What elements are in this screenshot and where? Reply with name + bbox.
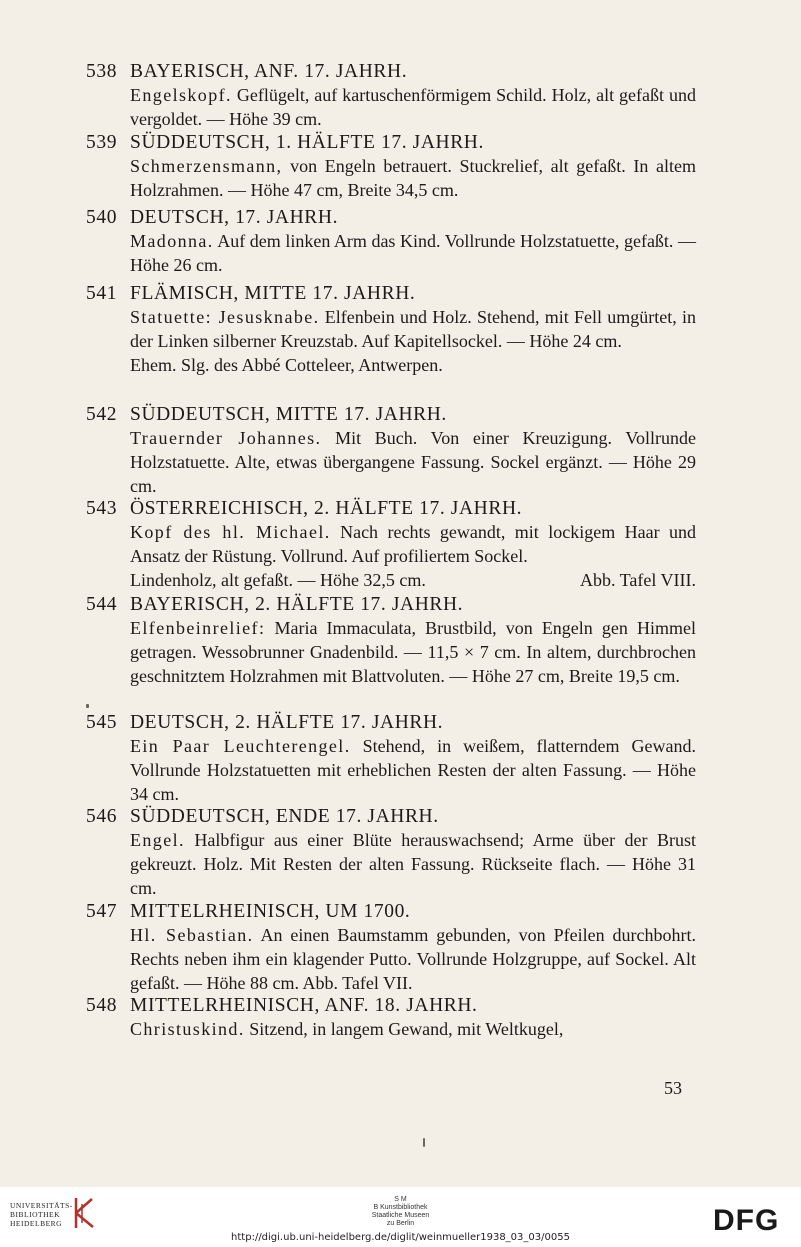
entry-title: Kopf des hl. Michael. bbox=[130, 522, 331, 542]
entry-description: Hl. Sebastian. An einen Baumstamm gebunden, von Pfeilen durchbohrt. Rechts neben ihm ein klagender Putto. Vollrunde Holzgruppe, auf Sockel. Alt gefaßt. — Höhe 88 cm. Abb. Tafel VII. bbox=[130, 925, 696, 993]
entry-description: Kopf des hl. Michael. Nach rechts gewandt, mit lockigem Haar und Ansatz der Rüstung. Vollrund. Auf profiliertem Sockel. Lindenholz, alt gefaßt. — Höhe 32,5 cm. Abb. Tafel VIII. bbox=[130, 521, 696, 592]
entry-title: Madonna. bbox=[130, 231, 214, 251]
catalog-entry-548 bbox=[86, 994, 696, 1042]
catalog-entry-541 bbox=[86, 282, 696, 377]
entry-number: 547 bbox=[86, 901, 118, 922]
entry-number: 541 bbox=[86, 283, 118, 304]
entry-description: Ein Paar Leuchterengel. Stehend, in weißem, flatterndem Gewand. Vollrunde Holzstatuetten mit erheblichen Resten der alten Fassung. — Höhe 34 cm. bbox=[130, 736, 696, 804]
page-number: 53 bbox=[664, 1078, 682, 1098]
entry-number: 544 bbox=[86, 594, 118, 615]
provenance-note: Ehem. Slg. des Abbé Cotteleer, Antwerpen. bbox=[130, 354, 443, 375]
entry-heading: 546 SÜDDEUTSCH, ENDE 17. JAHRH. bbox=[86, 806, 439, 827]
catalog-entry-542 bbox=[86, 403, 696, 498]
entry-description: Trauernder Johannes. Mit Buch. Von einer Kreuzigung. Vollrunde Holzstatuette. Alte, etwas übergangene Fassung. Sockel ergänzt. — Höhe 29 cm. bbox=[130, 428, 696, 496]
catalog-entry-545 bbox=[86, 711, 696, 806]
ink-speck bbox=[86, 704, 89, 708]
entry-heading: 539 SÜDDEUTSCH, 1. HÄLFTE 17. JAHRH. bbox=[86, 132, 484, 153]
catalog-entry-538 bbox=[86, 60, 696, 132]
entry-heading: 538 BAYERISCH, ANF. 17. JAHRH. bbox=[86, 61, 408, 82]
entry-heading: 540 DEUTSCH, 17. JAHRH. bbox=[86, 207, 339, 228]
entry-description: Christuskind. Sitzend, in langem Gewand, mit Weltkugel, bbox=[130, 1019, 564, 1039]
entry-number: 548 bbox=[86, 995, 118, 1016]
university-library-label: UNIVERSITÄTS- BIBLIOTHEK HEIDELBERG bbox=[10, 1201, 73, 1228]
dfg-logo[interactable]: DFG bbox=[713, 1204, 780, 1237]
source-url-link[interactable]: http://digi.ub.uni-heidelberg.de/diglit/weinmueller1938_03_03/0055 bbox=[231, 1232, 570, 1243]
entry-title: Statuette: Jesusknabe. bbox=[130, 307, 320, 327]
catalog-entry-546 bbox=[86, 805, 696, 900]
kunstbibliothek-stamp: S M B Kunstbibliothek Staatliche Museen zu Berlin bbox=[371, 1196, 430, 1227]
catalog-entry-544 bbox=[86, 593, 696, 688]
entry-title: Schmerzensmann, bbox=[130, 156, 283, 176]
entry-heading: 543 ÖSTERREICHISCH, 2. HÄLFTE 17. JAHRH. bbox=[86, 498, 523, 519]
plate-reference: Abb. Tafel VIII. bbox=[579, 569, 696, 590]
catalog-entry-539 bbox=[86, 131, 696, 203]
entry-title: Hl. Sebastian. bbox=[130, 925, 254, 945]
entry-description: Engelskopf. Geflügelt, auf kartuschenförmigem Schild. Holz, alt gefaßt und vergoldet. — Höhe 39 cm. bbox=[130, 85, 696, 129]
entry-heading: 545 DEUTSCH, 2. HÄLFTE 17. JAHRH. bbox=[86, 712, 444, 733]
entry-title: Ein Paar Leuchterengel. bbox=[130, 736, 351, 756]
entry-title: Trauernder Johannes. bbox=[130, 428, 322, 448]
entry-description: Madonna. Auf dem linken Arm das Kind. Vollrunde Holzstatuette, gefaßt. — Höhe 26 cm. bbox=[130, 231, 696, 275]
entry-number: 543 bbox=[86, 498, 118, 519]
entry-heading: 542 SÜDDEUTSCH, MITTE 17. JAHRH. bbox=[86, 404, 447, 425]
catalog-entry-543 bbox=[86, 497, 696, 592]
entry-description: Statuette: Jesusknabe. Elfenbein und Holz. Stehend, mit Fell umgürtet, in der Linken silberner Kreuzstab. Auf Kapitellsockel. — Höhe 24 cm. Ehem. Slg. des Abbé Cotteleer, Antwerpen. bbox=[130, 306, 696, 377]
entry-title: Engelskopf. bbox=[130, 85, 232, 105]
entry-description: Elfenbeinrelief: Maria Immaculata, Brustbild, von Engeln gen Himmel getragen. Wessobrunner Gnadenbild. — 11,5 × 7 cm. In altem, durchbrochen geschnitztem Holzrahmen mit Blattvoluten. — Höhe 27 cm, Breite 19,5 cm. bbox=[130, 618, 696, 686]
entry-heading: 544 BAYERISCH, 2. HÄLFTE 17. JAHRH. bbox=[86, 594, 464, 615]
entry-title: Engel. bbox=[130, 830, 185, 850]
entry-heading: 548 MITTELRHEINISCH, ANF. 18. JAHRH. bbox=[86, 995, 478, 1016]
entry-heading: 547 MITTELRHEINISCH, UM 1700. bbox=[86, 901, 411, 922]
entry-number: 538 bbox=[86, 61, 118, 82]
ink-speck bbox=[423, 1138, 425, 1147]
entry-number: 545 bbox=[86, 712, 118, 733]
entry-title: Elfenbeinrelief: bbox=[130, 618, 266, 638]
entry-description: Engel. Halbfigur aus einer Blüte herauswachsend; Arme über der Brust gekreuzt. Holz. Mit Resten der alten Fassung. Rückseite flach. — Höhe 31 cm. bbox=[130, 830, 697, 898]
entry-title: Christuskind. bbox=[130, 1019, 245, 1039]
entry-number: 540 bbox=[86, 207, 118, 228]
entry-number: 546 bbox=[86, 806, 118, 827]
entry-heading: 541 FLÄMISCH, MITTE 17. JAHRH. bbox=[86, 283, 416, 304]
catalog-entry-540 bbox=[86, 206, 696, 278]
entry-description: Schmerzensmann, von Engeln betrauert. Stuckrelief, alt gefaßt. In altem Holzrahmen. — Höhe 47 cm, Breite 34,5 cm. bbox=[130, 156, 697, 200]
entry-number: 542 bbox=[86, 404, 118, 425]
entry-number: 539 bbox=[86, 132, 118, 153]
catalog-entry-547 bbox=[86, 900, 696, 995]
